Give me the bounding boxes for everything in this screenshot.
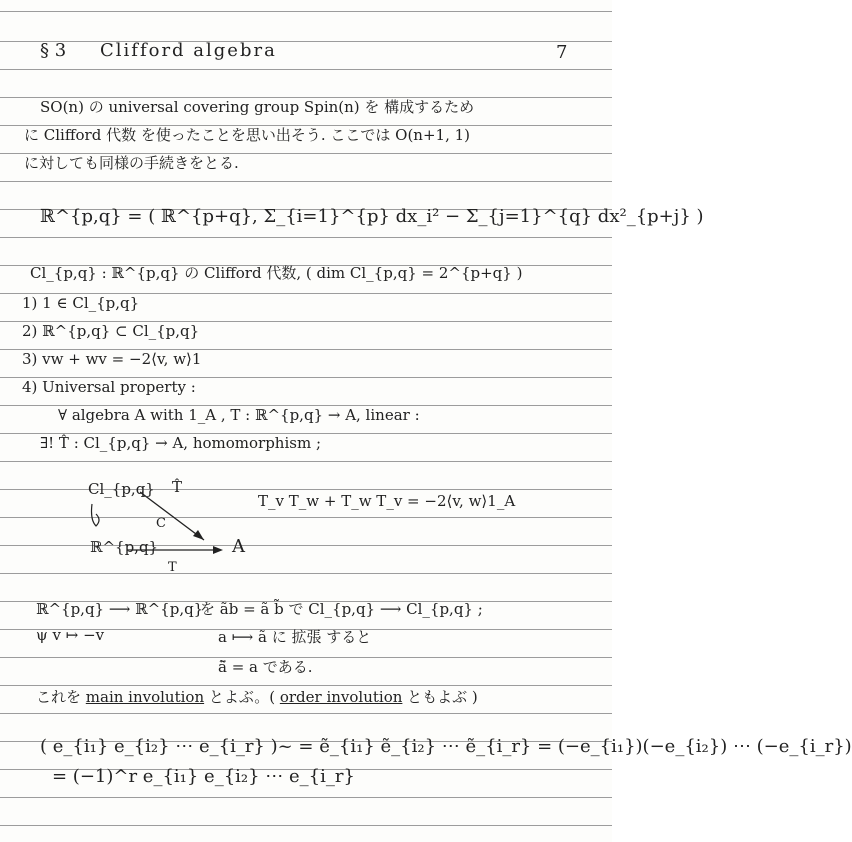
- universal-line-1: ∀ algebra A with 1_A , T : ℝ^{p,q} → A, linear :: [58, 406, 420, 424]
- order-involution-term: order involution: [279, 688, 403, 706]
- universal-line-2: ∃! T̂ : Cl_{p,q} → A, homomorphism ;: [40, 434, 322, 452]
- property-3: 3) vw + wv = −2⟨v, w⟩1: [22, 350, 202, 368]
- property-4: 4) Universal property :: [22, 378, 196, 396]
- inclusion-arrow: [92, 504, 100, 526]
- intro-line-1: SO(n) の universal covering group Spin(n) を 構成するため: [40, 98, 475, 116]
- property-1: 1) 1 ∈ Cl_{p,q}: [22, 294, 140, 312]
- diagonal-arrow: [140, 492, 204, 540]
- naming-mid: とよぶ。(: [204, 688, 280, 706]
- formula-line-2: = (−1)^r e_{i₁} e_{i₂} ⋯ e_{i_r}: [52, 766, 355, 787]
- involution-extend-1: を ãb = ã b̃ で Cl_{p,q} ⟶ Cl_{p,q} ;: [200, 600, 483, 618]
- involution-map-top: ℝ^{p,q} ⟶ ℝ^{p,q}: [36, 600, 204, 618]
- page-number: 7: [556, 42, 568, 63]
- main-involution-term: main involution: [85, 688, 205, 706]
- page-title: Clifford algebra: [100, 40, 277, 61]
- diagram-t-label: T: [168, 560, 177, 575]
- diagram-top-left: Cl_{p,q}: [88, 480, 155, 498]
- commutative-diagram: [82, 474, 552, 584]
- diagram-that-label: T̂: [172, 478, 183, 496]
- formula-line-1: ( e_{i₁} e_{i₂} ⋯ e_{i_r} )~ = ẽ_{i₁} ẽ_{i₂} ⋯ ẽ_{i_r} = (−e_{i₁})(−e_{i₂}) ⋯ (−e_{i_r}): [40, 736, 852, 757]
- diagram-circ-label: C: [156, 516, 166, 531]
- naming-line: [36, 686, 478, 707]
- diagram-bottom-left: ℝ^{p,q}: [90, 538, 159, 556]
- intro-line-3: に対しても同様の手続きをとる.: [24, 154, 239, 172]
- section-number: § 3: [40, 40, 67, 61]
- naming-prefix: これを: [36, 688, 86, 706]
- property-2: 2) ℝ^{p,q} ⊂ Cl_{p,q}: [22, 322, 200, 340]
- involution-map-bottom: ψ v ↦ −v: [36, 626, 105, 644]
- diagram-bottom-right: A: [232, 536, 245, 557]
- involution-extend-3: ã̃ = a である.: [218, 658, 313, 676]
- naming-suffix: ともよぶ ): [402, 688, 478, 706]
- clifford-definition: Cl_{p,q} : ℝ^{p,q} の Clifford 代数, ( dim Cl_{p,q} = 2^{p+q} ): [30, 264, 523, 282]
- intro-line-2: に Clifford 代数 を使ったことを思い出そう. ここでは O(n+1, 1): [24, 126, 470, 144]
- bottom-arrowhead: [213, 546, 223, 554]
- metric-definition: ℝ^{p,q} = ( ℝ^{p+q}, Σ_{i=1}^{p} dx_i² − Σ_{j=1}^{q} dx²_{p+j} ): [40, 206, 704, 227]
- involution-extend-2: a ⟼ ã に 拡張 すると: [218, 628, 372, 646]
- diagram-relation: T_v T_w + T_w T_v = −2⟨v, w⟩1_A: [258, 492, 516, 510]
- diagonal-arrowhead: [193, 530, 204, 540]
